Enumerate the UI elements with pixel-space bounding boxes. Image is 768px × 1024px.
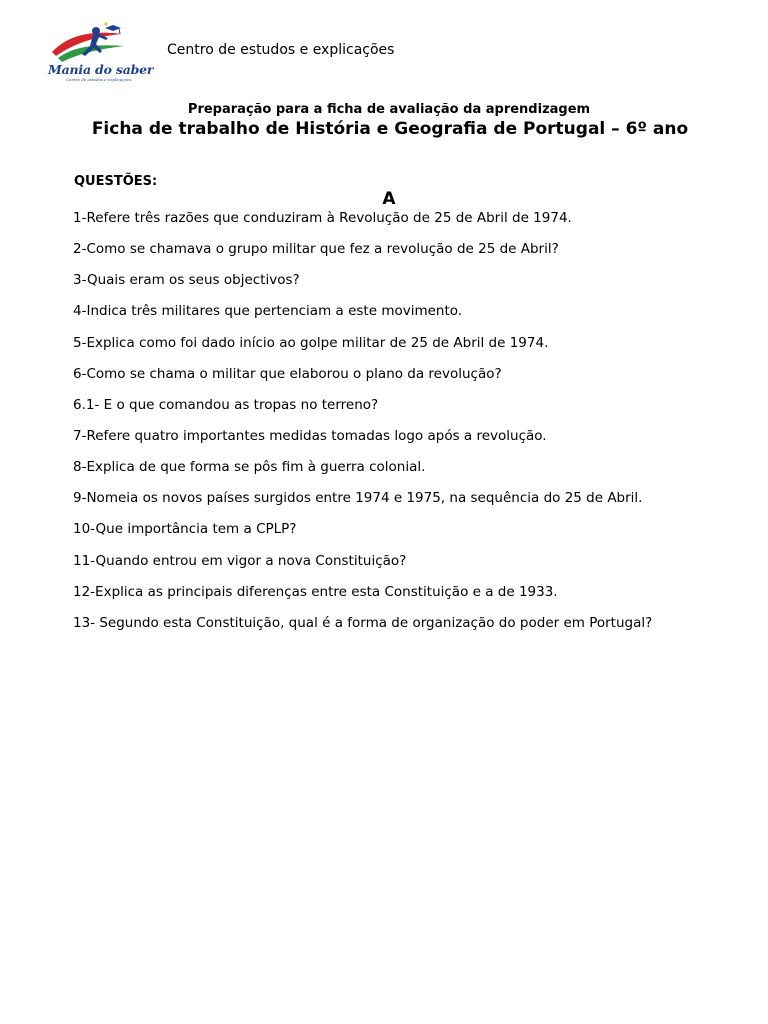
center-name: Centro de estudos e explicações (167, 42, 395, 58)
logo-subtext: Centro de estudos e explicações (66, 77, 132, 82)
question-item: 3-Quais eram os seus objectivos? (73, 272, 300, 289)
document-header (0, 0, 768, 92)
questoes-label: QUESTÕES: (74, 174, 158, 189)
question-item: 6-Como se chama o militar que elaborou o plano da revolução? (73, 365, 502, 382)
questions-list (73, 208, 652, 644)
question-item: 12-Explica as principais diferenças entre esta Constituição e a de 1933. (73, 583, 558, 600)
question-item: 8-Explica de que forma se pôs fim à guerra colonial. (73, 459, 426, 476)
question-item: 5-Explica como foi dado início ao golpe militar de 25 de Abril de 1974. (73, 334, 549, 351)
question-item: 2-Como se chamava o grupo militar que fez a revolução de 25 de Abril? (73, 241, 559, 258)
mania-do-saber-logo (44, 22, 154, 86)
question-item: 9-Nomeia os novos países surgidos entre 1974 e 1975, na sequência do 25 de Abril. (73, 490, 643, 507)
question-item: 7-Refere quatro importantes medidas tomadas logo após a revolução. (73, 427, 547, 444)
running-figure-icon (44, 22, 140, 66)
question-item: 6.1- E o que comandou as tropas no terreno? (73, 396, 379, 413)
question-item: 4-Indica três militares que pertenciam a este movimento. (73, 303, 463, 320)
section-letter: A (382, 189, 396, 209)
subtitle: Preparação para a ficha de avaliação da aprendizagem (187, 102, 591, 117)
question-item: 10-Que importância tem a CPLP? (73, 521, 297, 538)
question-item: 11-Quando entrou em vigor a nova Constituição? (73, 552, 407, 569)
question-item: 1-Refere três razões que conduziram à Revolução de 25 de Abril de 1974. (73, 210, 572, 226)
logo-text: Mania do saber (48, 62, 154, 77)
question-item: 13- Segundo esta Constituição, qual é a forma de organização do poder em Portugal? (73, 614, 653, 631)
page-title: Ficha de trabalho de História e Geografia de Portugal – 6º ano (91, 119, 689, 139)
